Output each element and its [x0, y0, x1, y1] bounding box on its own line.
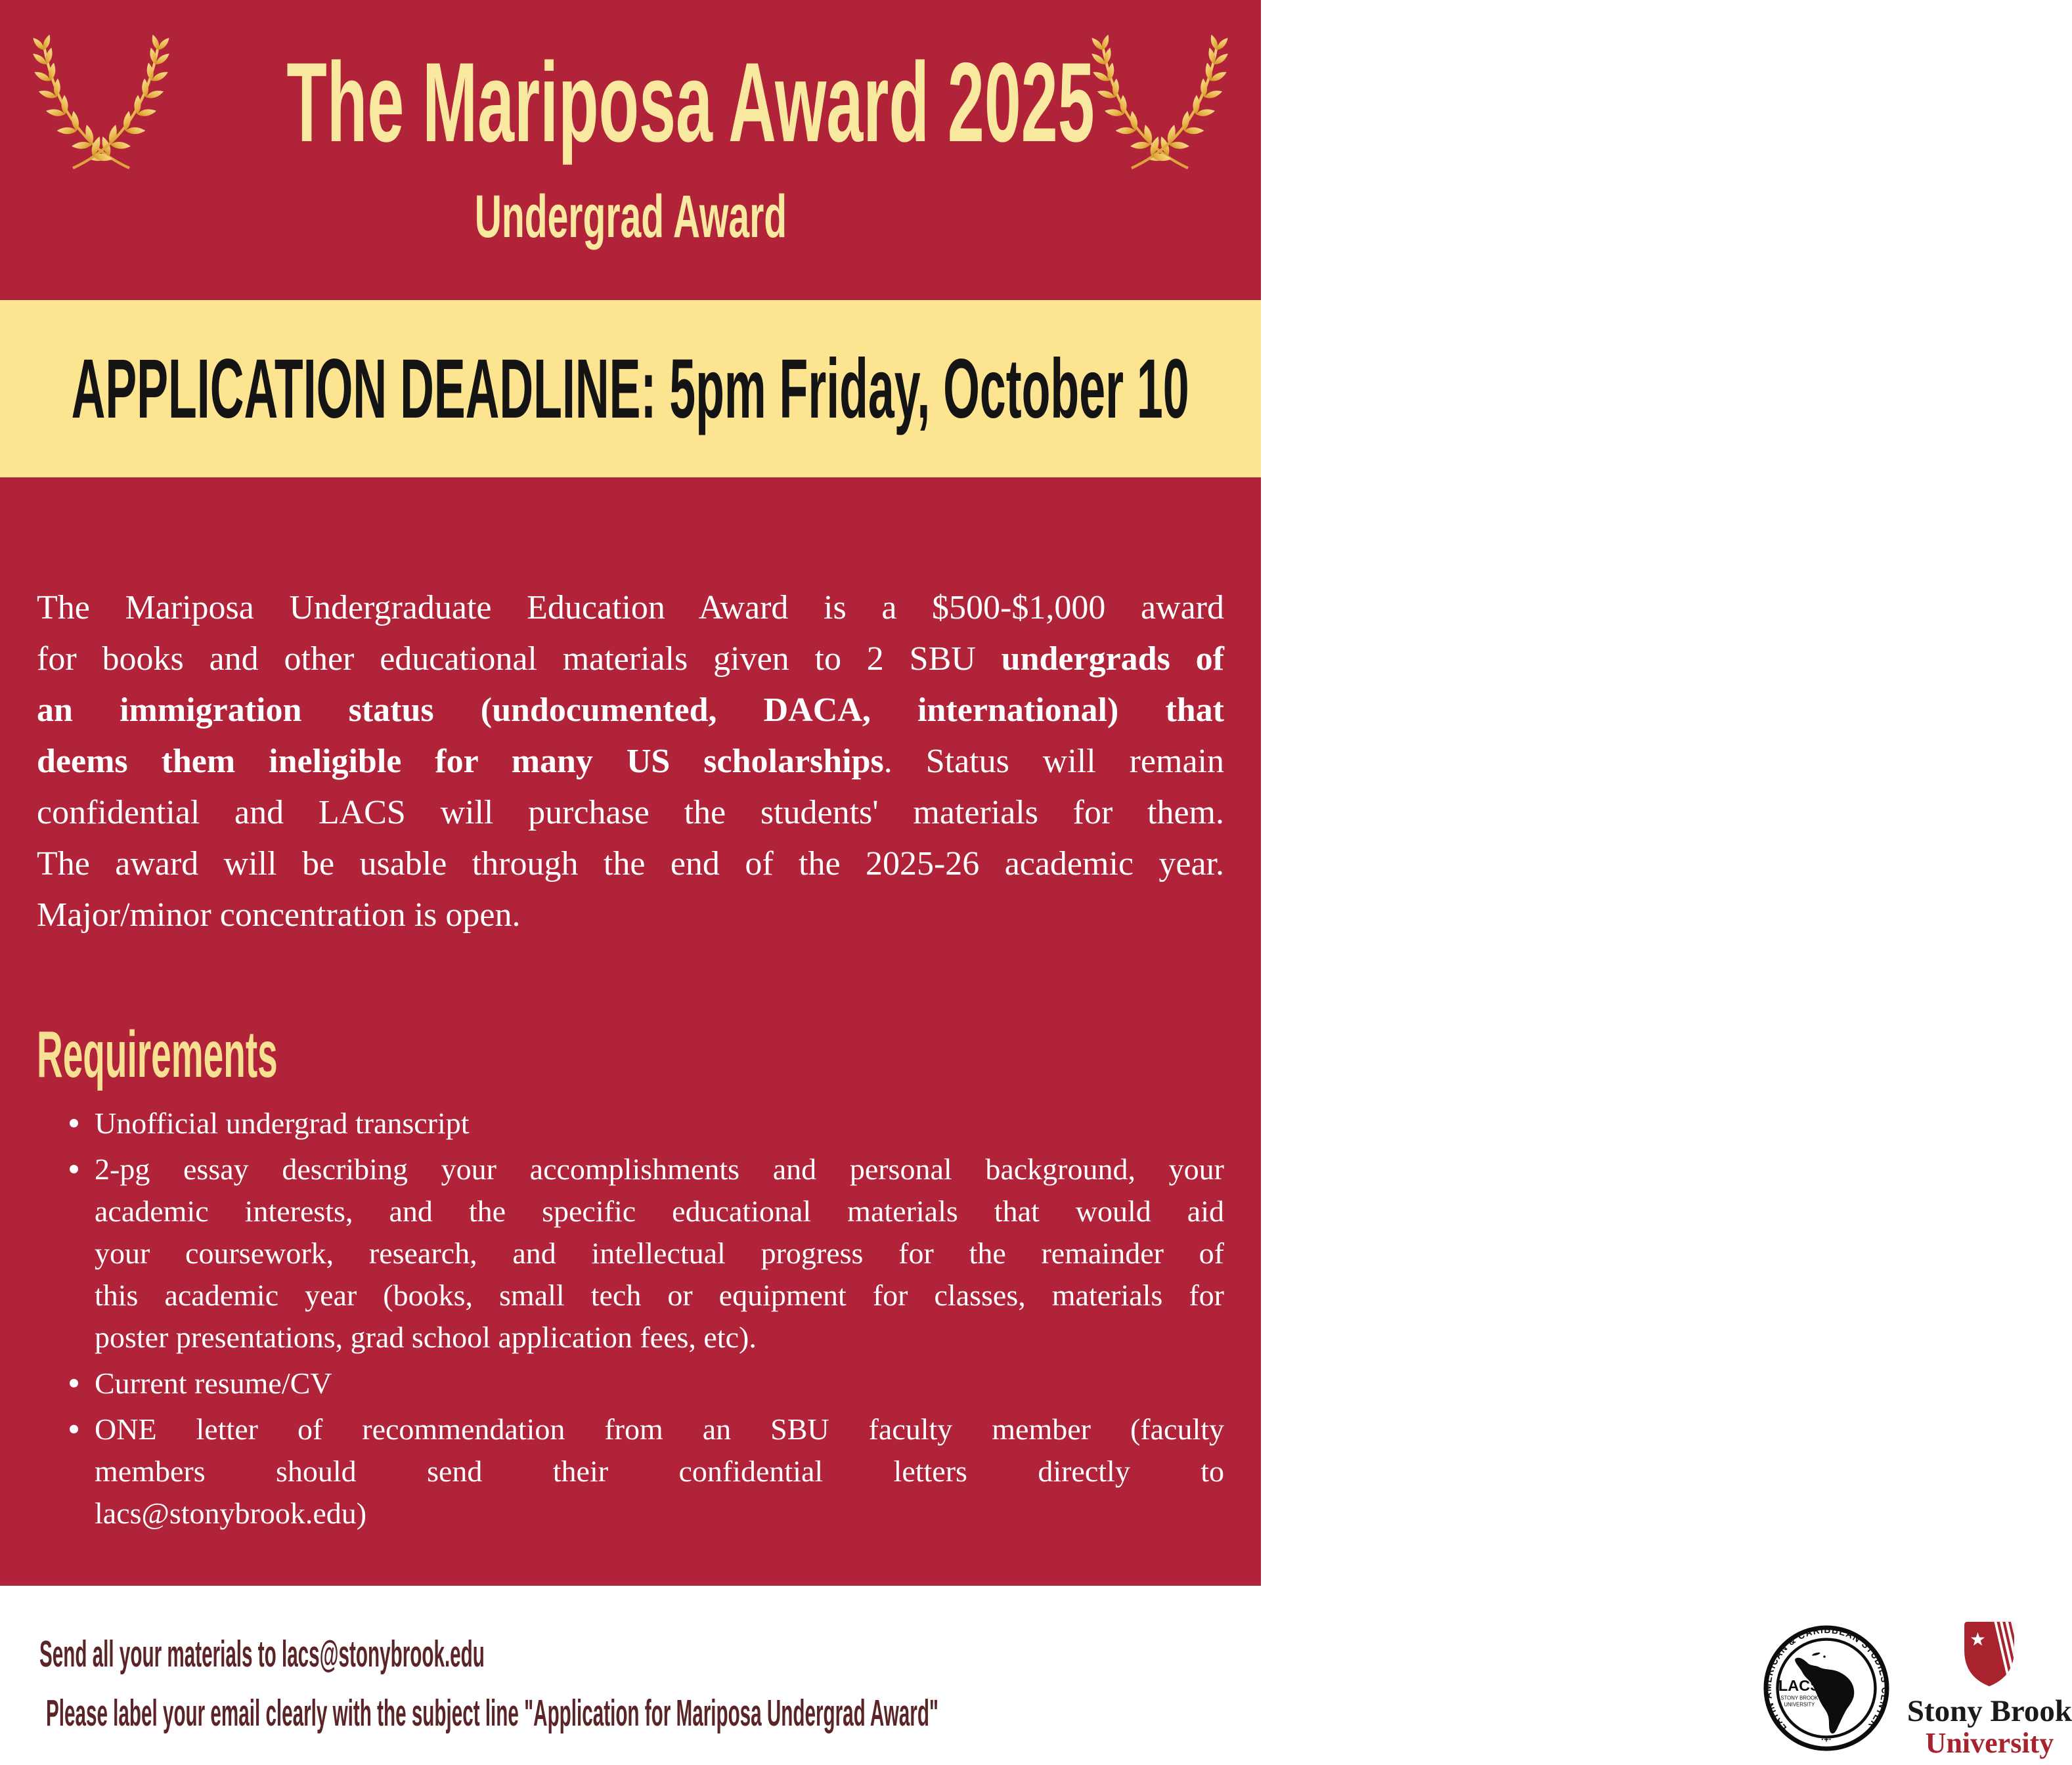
- text-segment: The Mariposa Undergraduate Education Award is a $500-$1,000 award: [37, 589, 1224, 626]
- stonybrook-shield-icon: [1960, 1619, 2018, 1689]
- requirement-text: [95, 1362, 1224, 1405]
- requirements-heading: Requirements: [37, 1018, 278, 1091]
- requirements-list: [37, 1102, 1224, 1535]
- text-segment: confidential and LACS will purchase the students' materials for them.: [37, 794, 1224, 831]
- requirement-line: Current resume/CV: [95, 1366, 332, 1400]
- paragraph-line: [37, 685, 1224, 736]
- requirement-item: [70, 1362, 1224, 1405]
- requirement-item: [70, 1408, 1224, 1535]
- footer-logos: [1762, 1619, 2072, 1758]
- lacs-acronym: LACS: [1778, 1677, 1821, 1695]
- requirement-line: lacs@stonybrook.edu): [95, 1496, 367, 1530]
- footer: [0, 1586, 2072, 1765]
- subtitle-wrap: [0, 183, 1261, 252]
- laurel-wreath-icon: [22, 18, 180, 176]
- bullet-marker: [70, 1408, 95, 1535]
- lacs-seal-logo: [1762, 1624, 1891, 1753]
- requirements-heading-wrap: [37, 1018, 1224, 1091]
- laurel-wreath-icon: [1081, 18, 1239, 176]
- bullet-dot-icon: [70, 1379, 78, 1387]
- sbu-name-line1: Stony Brook: [1907, 1694, 2072, 1728]
- bullet-dot-icon: [70, 1425, 78, 1433]
- bullet-marker: [70, 1362, 95, 1405]
- requirement-line: your coursework, research, and intellectual progress for the remainder of: [95, 1236, 1224, 1270]
- requirement-item: [70, 1102, 1224, 1144]
- page-subtitle: Undergrad Award: [474, 183, 787, 250]
- requirement-text: [95, 1148, 1224, 1359]
- title-wrap: [0, 38, 1261, 168]
- footer-text-block: [39, 1626, 1762, 1736]
- requirement-line: Unofficial undergrad transcript: [95, 1106, 470, 1140]
- sbu-name-line2: University: [1925, 1727, 2054, 1760]
- requirement-text: [95, 1102, 1224, 1144]
- requirement-text: [95, 1408, 1224, 1535]
- requirement-line: this academic year (books, small tech or equipment for classes, materials for: [95, 1278, 1224, 1312]
- bullet-marker: [70, 1102, 95, 1144]
- lacs-org-line1: STONY BROOK: [1780, 1695, 1819, 1701]
- requirement-line: ONE letter of recommendation from an SBU faculty member (faculty: [95, 1412, 1224, 1446]
- page-title: The Mariposa Award 2025: [286, 39, 1095, 165]
- requirement-line: academic interests, and the specific educational materials that would aid: [95, 1194, 1224, 1228]
- text-segment: The award will be usable through the end of the 2025-26 academic year.: [37, 845, 1224, 882]
- bullet-dot-icon: [70, 1119, 78, 1127]
- lacs-ring-separator: ·+·: [1821, 1734, 1832, 1745]
- header: [0, 0, 1261, 300]
- deadline-banner: [0, 300, 1261, 477]
- send-materials-line-wrap: [39, 1632, 1762, 1676]
- deadline-text: APPLICATION DEADLINE: 5pm Friday, October 10: [72, 341, 1189, 436]
- body-section: [0, 477, 1261, 1586]
- hispaniola-island-icon: [1824, 1655, 1826, 1658]
- paragraph-line: [37, 839, 1224, 890]
- text-segment: . Status will remain: [883, 743, 1224, 780]
- stonybrook-logo: [1907, 1619, 2072, 1758]
- paragraph-line: [37, 787, 1224, 839]
- subject-line-wrap: [46, 1691, 1762, 1735]
- lacs-ring-text: LATIN AMERICAN & CARIBBEAN STUDIES CENTER: [1763, 1624, 1891, 1733]
- bullet-marker: [70, 1148, 95, 1359]
- award-description: [37, 582, 1224, 941]
- bold-text-segment: an immigration status (undocumented, DACA, international) that: [37, 691, 1224, 729]
- paragraph-line: [37, 634, 1224, 685]
- paragraph-line: [37, 582, 1224, 634]
- requirement-line: 2-pg essay describing your accomplishments and personal background, your: [95, 1152, 1224, 1186]
- paragraph-line: [37, 890, 1224, 941]
- lacs-org-line2: UNIVERSITY: [1784, 1701, 1815, 1708]
- send-materials-line: Send all your materials to lacs@stonybrook.edu: [39, 1633, 485, 1675]
- requirement-line: members should send their confidential letters directly to: [95, 1454, 1224, 1488]
- text-segment: Major/minor concentration is open.: [37, 896, 521, 934]
- email-subject-line: Please label your email clearly with the subject line "Application for Mariposa Undergrad Award": [46, 1692, 938, 1735]
- text-segment: for books and other educational materials given to 2 SBU: [37, 640, 1002, 678]
- paragraph-line: [37, 736, 1224, 787]
- requirement-item: [70, 1148, 1224, 1359]
- bold-text-segment: undergrads of: [1001, 640, 1224, 678]
- bold-text-segment: deems them ineligible for many US scholarships: [37, 743, 884, 780]
- bullet-dot-icon: [70, 1165, 78, 1173]
- requirement-line: poster presentations, grad school application fees, etc).: [95, 1320, 757, 1354]
